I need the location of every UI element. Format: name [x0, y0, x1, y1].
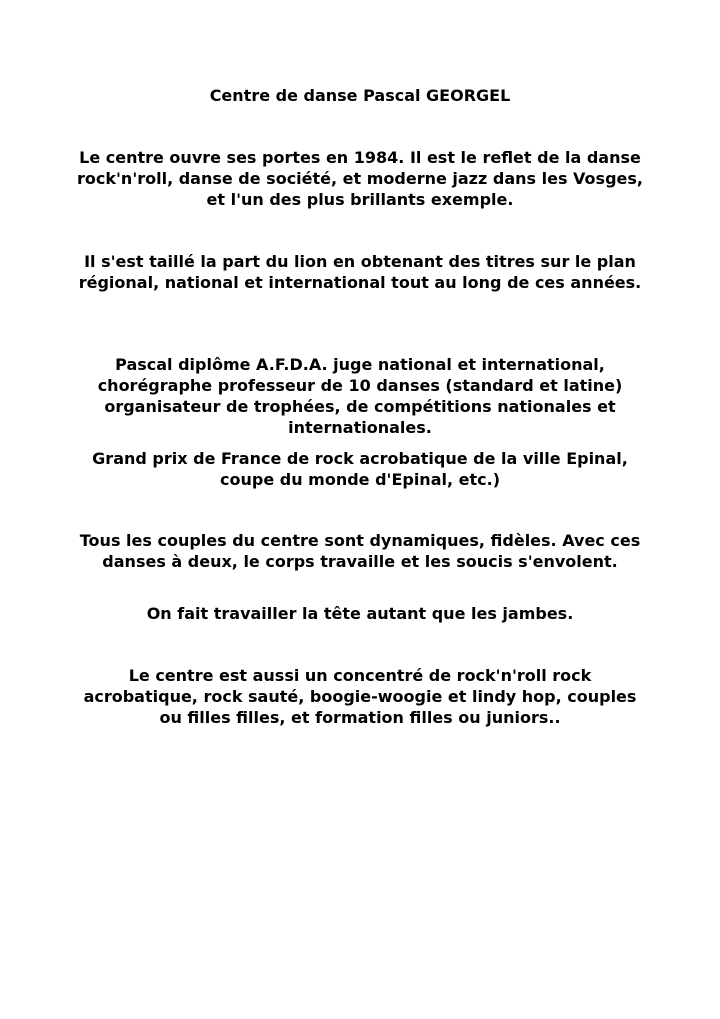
- paragraph-grand-prix: Grand prix de France de rock acrobatique de la ville Epinal, coupe du monde d'Epinal, etc.): [92, 449, 628, 489]
- paragraph-couples: Tous les couples du centre sont dynamiques, fidèles. Avec ces danses à deux, le corps travaille et les soucis s'envolent.: [79, 531, 641, 571]
- paragraph-history: Le centre ouvre ses portes en 1984. Il est le reflet de la danse rock'n'roll, danse de société, et moderne jazz dans les Vosges, et l'un des plus brillants exemple.: [77, 148, 643, 209]
- document-title: Centre de danse Pascal GEORGEL: [209, 86, 511, 105]
- paragraph-pascal-credentials: Pascal diplôme A.F.D.A. juge national et international, chorégraphe professeur de 10 danses (standard et latine) organisateur de trophées, de compétitions nationales et internationales.: [97, 355, 623, 437]
- paragraph-titles: Il s'est taillé la part du lion en obtenant des titres sur le plan régional, national et international tout au long de ces années.: [78, 252, 642, 292]
- paragraph-rock-styles: Le centre est aussi un concentré de rock'n'roll rock acrobatique, rock sauté, boogie-woogie et lindy hop, couples ou filles filles, et formation filles ou juniors..: [83, 666, 637, 727]
- paragraph-head-and-legs: On fait travailler la tête autant que les jambes.: [146, 604, 574, 623]
